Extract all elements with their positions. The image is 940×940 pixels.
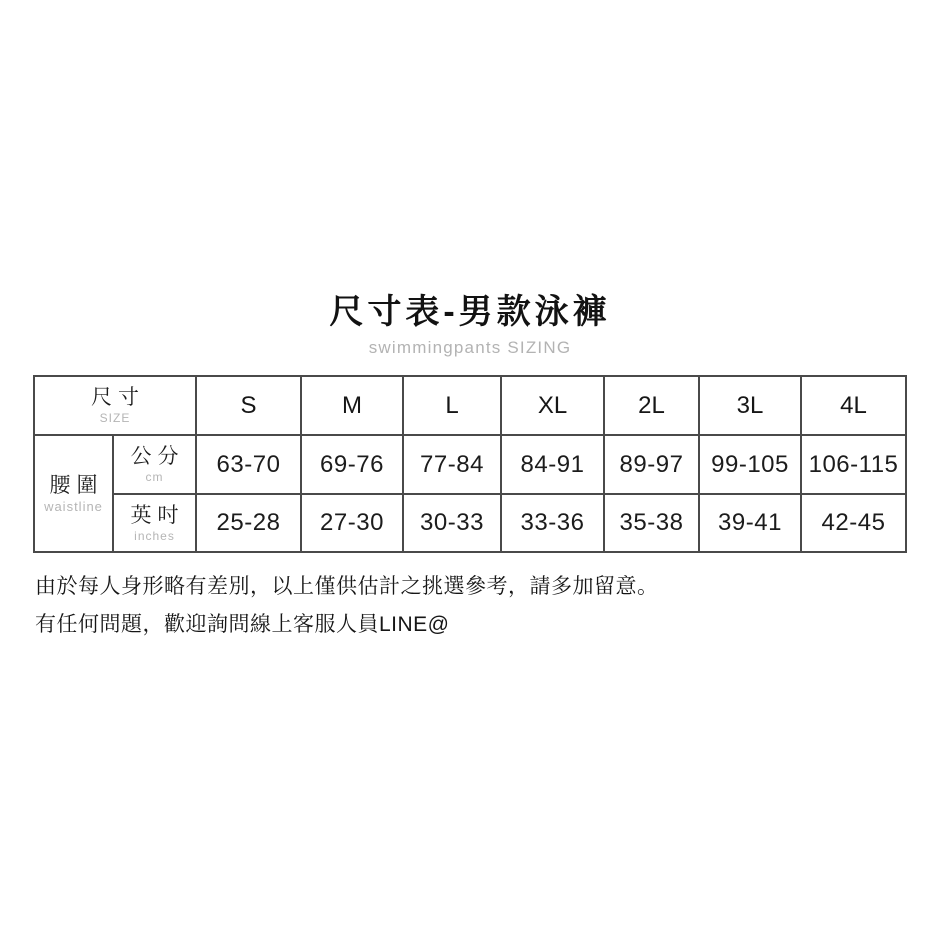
size-header-xl: XL: [501, 376, 604, 435]
page-subtitle: swimmingpants SIZING: [368, 338, 572, 358]
note-line-2: 有任何問題，歡迎詢問線上客服人員LINE@: [35, 613, 450, 637]
value-cell-cm-3l: 99-105: [699, 435, 801, 494]
table-row-inches: [34, 494, 906, 552]
inches-label: 英吋: [130, 503, 185, 527]
value-cell-in-3l: 39-41: [699, 494, 801, 552]
table-header-row: [34, 376, 906, 435]
value-cell-cm-2l: 89-97: [604, 435, 699, 494]
size-table: [33, 375, 907, 553]
size-header-3l: 3L: [699, 376, 801, 435]
waistline-sublabel: waistline: [44, 498, 103, 514]
value-cell-in-m: 27-30: [301, 494, 403, 552]
value-cell-cm-xl: 84-91: [501, 435, 604, 494]
corner-sublabel: SIZE: [99, 411, 131, 426]
corner-cell-size: [34, 376, 196, 435]
size-header-s: S: [196, 376, 301, 435]
value-cell-in-s: 25-28: [196, 494, 301, 552]
value-cell-cm-s: 63-70: [196, 435, 301, 494]
title-block: [0, 294, 940, 358]
unit-cell-inches: [113, 494, 196, 552]
value-cell-in-4l: 42-45: [801, 494, 906, 552]
footnotes: [35, 568, 940, 644]
cm-sublabel: cm: [145, 470, 164, 485]
unit-cell-cm: [113, 435, 196, 494]
value-cell-in-2l: 35-38: [604, 494, 699, 552]
corner-label: 尺寸: [91, 386, 145, 410]
size-header-l: L: [403, 376, 501, 435]
value-cell-cm-m: 69-76: [301, 435, 403, 494]
value-cell-in-xl: 33-36: [501, 494, 604, 552]
note-line-1: 由於每人身形略有差別，以上僅供估計之挑選參考，請多加留意。: [35, 575, 659, 599]
value-cell-cm-l: 77-84: [403, 435, 501, 494]
inches-sublabel: inches: [134, 528, 175, 543]
waistline-label: 腰圍: [49, 473, 104, 497]
rowgroup-cell-waistline: [34, 435, 113, 552]
value-cell-in-l: 30-33: [403, 494, 501, 552]
cm-label: 公分: [130, 445, 185, 469]
table-row-cm: [34, 435, 906, 494]
size-header-2l: 2L: [604, 376, 699, 435]
value-cell-cm-4l: 106-115: [801, 435, 906, 494]
size-header-m: M: [301, 376, 403, 435]
page-title: 尺寸表-男款泳褲: [329, 293, 611, 331]
size-header-4l: 4L: [801, 376, 906, 435]
